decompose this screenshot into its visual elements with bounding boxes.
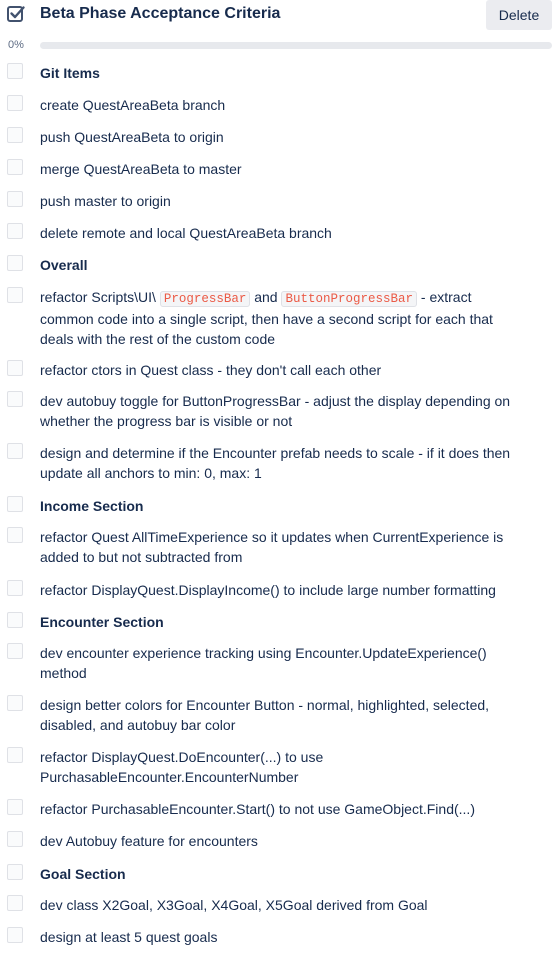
item-text[interactable]: refactor PurchasableEncounter.Start() to not use GameObject.Find(...) xyxy=(40,801,475,817)
item-text[interactable]: Encounter Section xyxy=(40,614,164,630)
item-checkbox[interactable] xyxy=(7,527,23,543)
delete-button[interactable]: Delete xyxy=(486,0,552,30)
item-text[interactable]: dev autobuy toggle for ButtonProgressBar - adjust the display depending on whether the progress bar is visible or not xyxy=(40,393,511,429)
item-text[interactable]: push QuestAreaBeta to origin xyxy=(40,129,224,145)
item-text[interactable]: merge QuestAreaBeta to master xyxy=(40,161,242,177)
item-text[interactable]: Goal Section xyxy=(40,866,126,882)
item-checkbox[interactable] xyxy=(7,391,23,407)
item-checkbox[interactable] xyxy=(7,223,23,239)
item-text[interactable]: design better colors for Encounter Button - normal, highlighted, selected, disabled, and autobuy bar color xyxy=(40,697,490,733)
item-checkbox[interactable] xyxy=(7,443,23,459)
item-checkbox[interactable] xyxy=(7,63,23,79)
inline-code: ButtonProgressBar xyxy=(281,291,417,307)
item-checkbox[interactable] xyxy=(7,799,23,815)
checklist-title: Beta Phase Acceptance Criteria xyxy=(40,5,281,22)
item-checkbox[interactable] xyxy=(7,864,23,880)
checklist-icon xyxy=(6,4,26,24)
item-text-part: and xyxy=(254,289,278,305)
item-text[interactable]: push master to origin xyxy=(40,193,171,209)
item-checkbox[interactable] xyxy=(7,127,23,143)
item-checkbox[interactable] xyxy=(7,255,23,271)
item-text[interactable]: delete remote and local QuestAreaBeta branch xyxy=(40,225,332,241)
item-text[interactable]: Income Section xyxy=(40,498,144,514)
item-checkbox[interactable] xyxy=(7,831,23,847)
item-text-part: - extract common code into a single script, then have a second script for each that deals with the rest of the custom code xyxy=(40,289,493,347)
progress-percentage: 0% xyxy=(8,39,24,51)
inline-code: ProgressBar xyxy=(160,291,251,307)
checklist-header xyxy=(0,0,558,32)
item-text[interactable]: dev class X2Goal, X3Goal, X4Goal, X5Goal derived from Goal xyxy=(40,897,428,913)
item-checkbox[interactable] xyxy=(7,360,23,376)
item-checkbox[interactable] xyxy=(7,191,23,207)
item-text[interactable]: Overall xyxy=(40,257,88,273)
item-text[interactable] xyxy=(40,287,526,349)
item-checkbox[interactable] xyxy=(7,496,23,512)
progress-bar xyxy=(40,42,552,49)
item-checkbox[interactable] xyxy=(7,643,23,659)
item-checkbox[interactable] xyxy=(7,95,23,111)
item-text[interactable]: refactor Quest AllTimeExperience so it updates when CurrentExperience is added to but not subtracted from xyxy=(40,529,504,565)
item-text-part: refactor Scripts\UI\ xyxy=(40,289,156,305)
item-text[interactable]: design at least 5 quest goals xyxy=(40,929,218,945)
item-text[interactable]: design and determine if the Encounter prefab needs to scale - if it does then update all anchors to min: 0, max: 1 xyxy=(40,445,511,481)
item-checkbox[interactable] xyxy=(7,695,23,711)
item-text[interactable]: dev Autobuy feature for encounters xyxy=(40,833,258,849)
item-checkbox[interactable] xyxy=(7,580,23,596)
item-checkbox[interactable] xyxy=(7,612,23,628)
item-checkbox[interactable] xyxy=(7,159,23,175)
item-text[interactable]: refactor ctors in Quest class - they don't call each other xyxy=(40,362,382,378)
item-checkbox[interactable] xyxy=(7,927,23,943)
item-text[interactable]: refactor DisplayQuest.DisplayIncome() to include large number formatting xyxy=(40,582,496,598)
item-checkbox[interactable] xyxy=(7,747,23,763)
item-text[interactable]: dev encounter experience tracking using Encounter.UpdateExperience() method xyxy=(40,645,487,681)
item-text[interactable]: create QuestAreaBeta branch xyxy=(40,97,226,113)
item-checkbox[interactable] xyxy=(7,895,23,911)
item-text[interactable]: Git Items xyxy=(40,65,100,81)
item-checkbox[interactable] xyxy=(7,287,23,303)
item-text[interactable]: refactor DisplayQuest.DoEncounter(...) to use PurchasableEncounter.EncounterNumber xyxy=(40,749,324,785)
